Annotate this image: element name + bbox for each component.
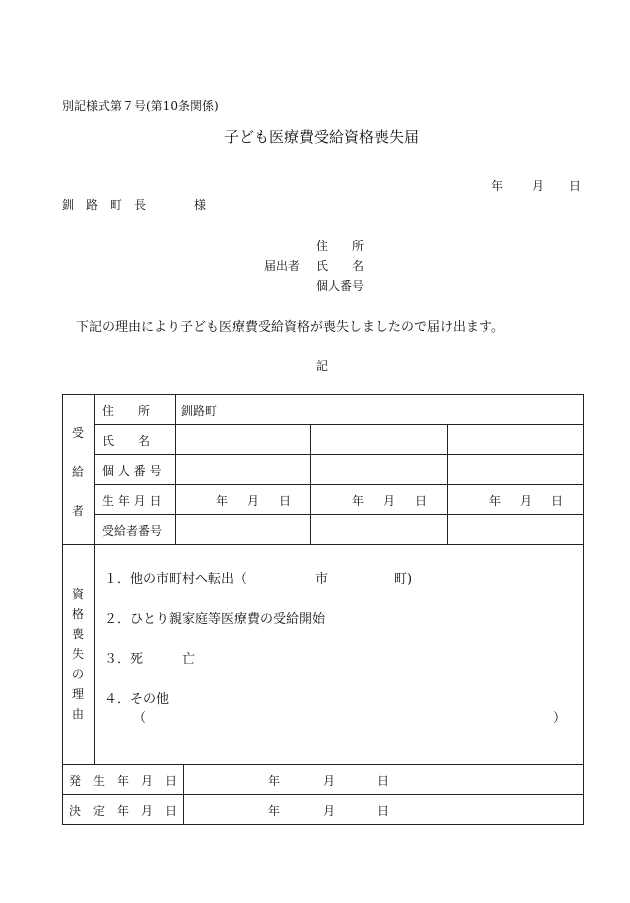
decision-month: 月: [323, 804, 336, 818]
birth-day-2: 日: [415, 494, 428, 508]
reason-label-char: の: [72, 667, 85, 681]
reason-item-2: ２．ひとり親家庭等医療費の受給開始: [104, 612, 326, 627]
birth-year-2: 年: [352, 494, 365, 508]
birth-month-3: 月: [520, 494, 533, 508]
statement: 下記の理由により子ども医療費受給資格が喪失しましたので届け出ます。: [76, 320, 504, 335]
decision-date-label: 決 定 年 月 日: [69, 804, 178, 818]
birth-month-1: 月: [247, 494, 260, 508]
reason-label-char: 格: [72, 607, 85, 621]
birth-year-1: 年: [216, 494, 229, 508]
occurrence-date-label: 発 生 年 月 日: [69, 774, 178, 788]
reason-label-char: 由: [72, 707, 85, 721]
date-day-label: 日: [569, 179, 582, 193]
reason-item-4-open: （: [133, 711, 147, 726]
reason-label-char: 喪: [72, 627, 85, 641]
occurrence-day: 日: [377, 774, 390, 788]
recipient-number-label: 受給者番号: [102, 524, 163, 538]
reason-item-3: ３．死 亡: [104, 652, 196, 667]
reason-item-4: ４．その他: [104, 692, 170, 707]
birth-month-2: 月: [383, 494, 396, 508]
occurrence-year: 年: [268, 774, 281, 788]
recipient-label-char: 者: [72, 504, 85, 518]
document-title: 子ども医療費受給資格喪失届: [224, 128, 420, 146]
decision-day: 日: [377, 804, 390, 818]
date-year-label: 年: [491, 179, 504, 193]
reason-item-1-town: 町): [394, 572, 413, 587]
form-reference: 別記様式第７号(第10条関係): [62, 99, 219, 113]
recipient-label-char: 給: [72, 465, 85, 479]
birth-year-3: 年: [489, 494, 502, 508]
reason-item-4-close: ）: [553, 711, 567, 726]
birth-day-3: 日: [551, 494, 564, 508]
applicant-label: 届出者: [264, 259, 301, 273]
applicant-name-label: 氏 名: [316, 259, 365, 273]
recipient-address-value: 釧路町: [181, 404, 218, 418]
applicant-personal-number-label: 個人番号: [316, 279, 365, 293]
applicant-address-label: 住 所: [316, 239, 365, 253]
ki-label: 記: [316, 359, 329, 373]
date-month-label: 月: [532, 179, 545, 193]
recipient-personal-number-label: 個 人 番 号: [102, 464, 162, 478]
recipient-label-char: 受: [72, 426, 85, 440]
occurrence-month: 月: [323, 774, 336, 788]
reason-label-char: 理: [72, 687, 85, 701]
recipient-address-label: 住 所: [102, 404, 151, 418]
reason-item-1: １．他の市町村へ転出（: [104, 572, 248, 587]
reason-item-1-city: 市: [315, 572, 329, 587]
birth-day-1: 日: [279, 494, 292, 508]
addressee: 釧 路 町 長 様: [62, 198, 207, 212]
recipient-name-label: 氏 名: [102, 434, 151, 448]
reason-label-char: 資: [72, 587, 85, 601]
recipient-birthdate-label: 生 年 月 日: [102, 494, 162, 508]
reason-label-char: 失: [72, 647, 85, 661]
decision-year: 年: [268, 804, 281, 818]
